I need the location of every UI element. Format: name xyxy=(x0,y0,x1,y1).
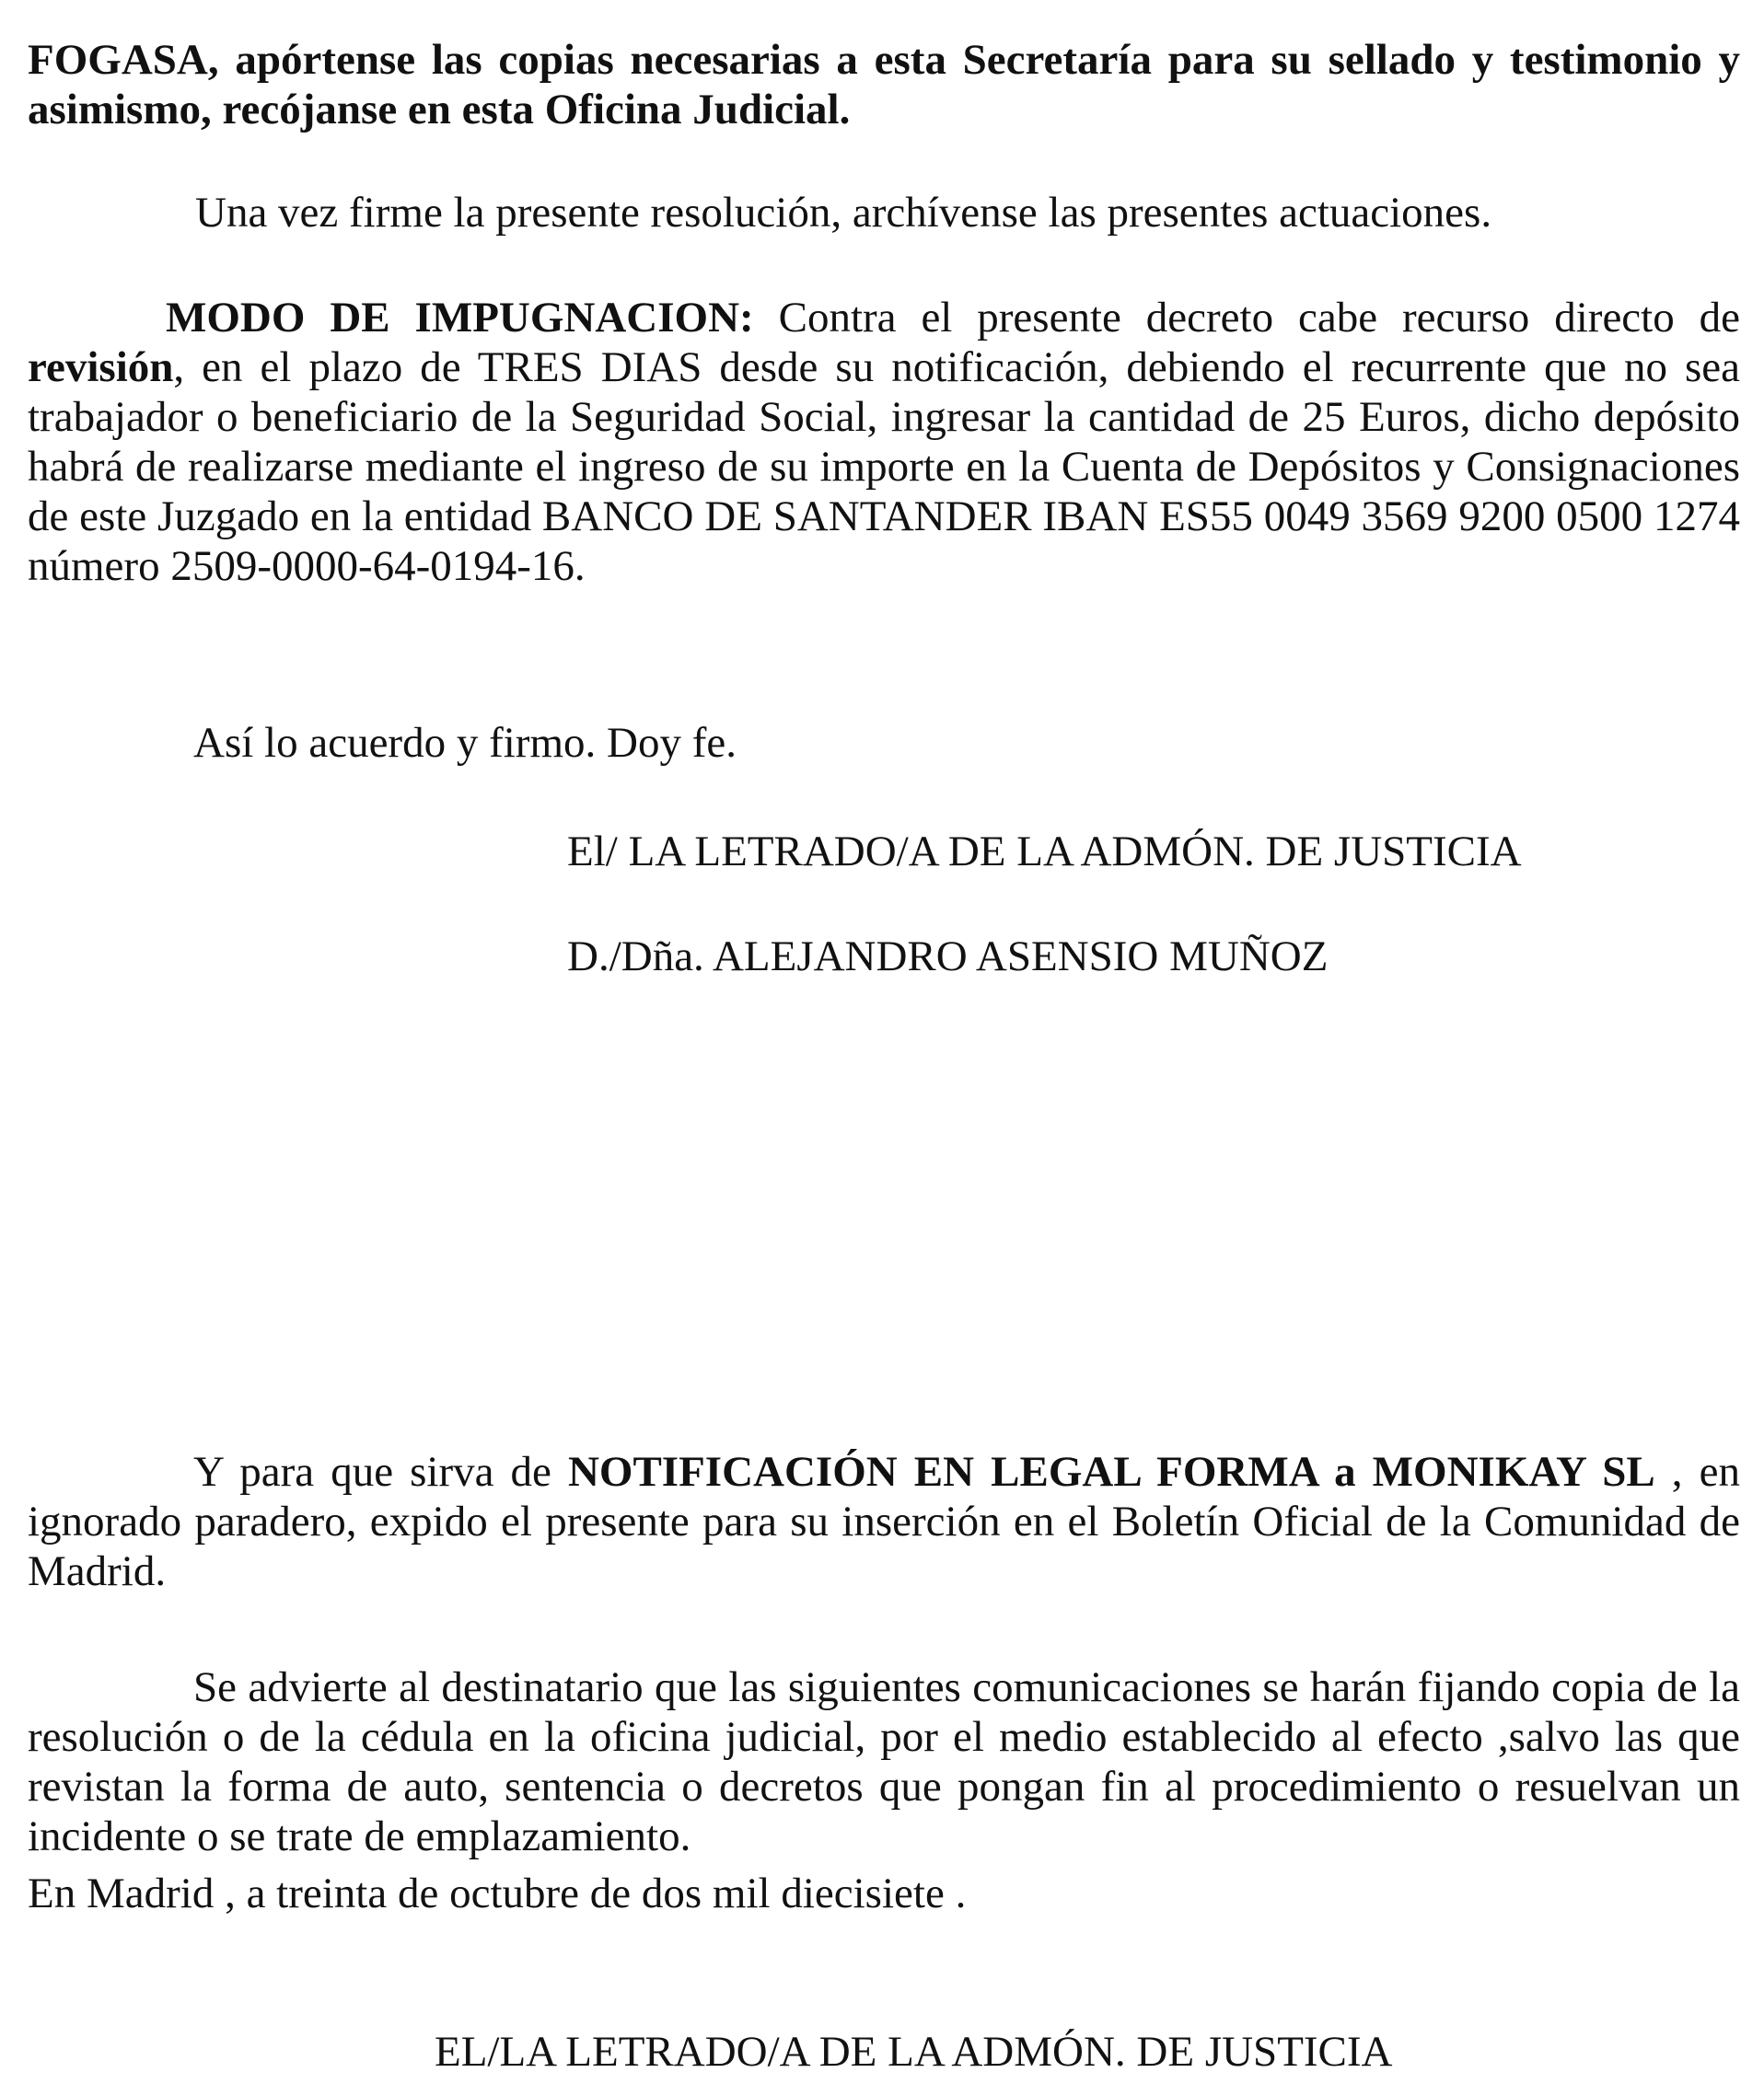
signature-name: D./Dña. ALEJANDRO ASENSIO MUÑOZ xyxy=(567,932,1329,980)
impugnacion-label: MODO DE IMPUGNACION: xyxy=(166,294,754,342)
fecha-line: En Madrid , a treinta de octubre de dos mil diecisiete . xyxy=(28,1870,967,1917)
notificacion-text-1: Y para que sirva de xyxy=(193,1448,568,1496)
notificacion-bold: NOTIFICACIÓN EN LEGAL FORMA a MONIKAY SL xyxy=(567,1448,1655,1496)
impugnacion-text-2: , en el plazo de TRES DIAS desde su notificación, debiendo el recurrente que no sea trabajador o beneficiario de la Seguridad Social, ingresar la cantidad de 25 Euros, dicho depósito habrá de realizarse mediante el ingreso de su importe en la Cuenta de Depósitos y Consignaciones de este Juzgado en la entidad BANCO DE SANTANDER IBAN ES55 0049 3569 9200 0500 1274 número 2509-0000-64-0194-16. xyxy=(28,343,1740,590)
advertencia-paragraph: Se advierte al destinatario que las siguientes comunicaciones se harán fijando copia de la resolución o de la cédula en la oficina judicial, por el medio establecido al efecto ,salvo las que revistan la forma de auto, sentencia o decretos que pongan fin al procedimiento o resuelvan un incidente o se trate de emplazamiento. xyxy=(28,1663,1740,1860)
notificacion-text-2: , en ignorado paradero, expido el presente para su inserción en el Boletín Oficial de la Comunidad de Madrid. xyxy=(28,1448,1740,1595)
impugnacion-text-1: Contra el presente decreto cabe recurso directo de xyxy=(753,294,1740,342)
signature-title: El/ LA LETRADO/A DE LA ADMÓN. DE JUSTICIA xyxy=(567,828,1522,875)
firme-paragraph: Una vez firme la presente resolución, archívense las presentes actuaciones. xyxy=(195,189,1492,237)
fogasa-paragraph: FOGASA, apórtense las copias necesarias a esta Secretaría para su sellado y testimonio y asimismo, recójanse en esta Oficina Judicial. xyxy=(28,36,1740,133)
acuerdo-line: Así lo acuerdo y firmo. Doy fe. xyxy=(193,719,737,767)
impugnacion-paragraph xyxy=(28,293,1740,591)
notificacion-paragraph xyxy=(28,1447,1740,1596)
final-signature-title: EL/LA LETRADO/A DE LA ADMÓN. DE JUSTICIA xyxy=(435,2028,1393,2076)
revision-word: revisión xyxy=(28,343,174,391)
